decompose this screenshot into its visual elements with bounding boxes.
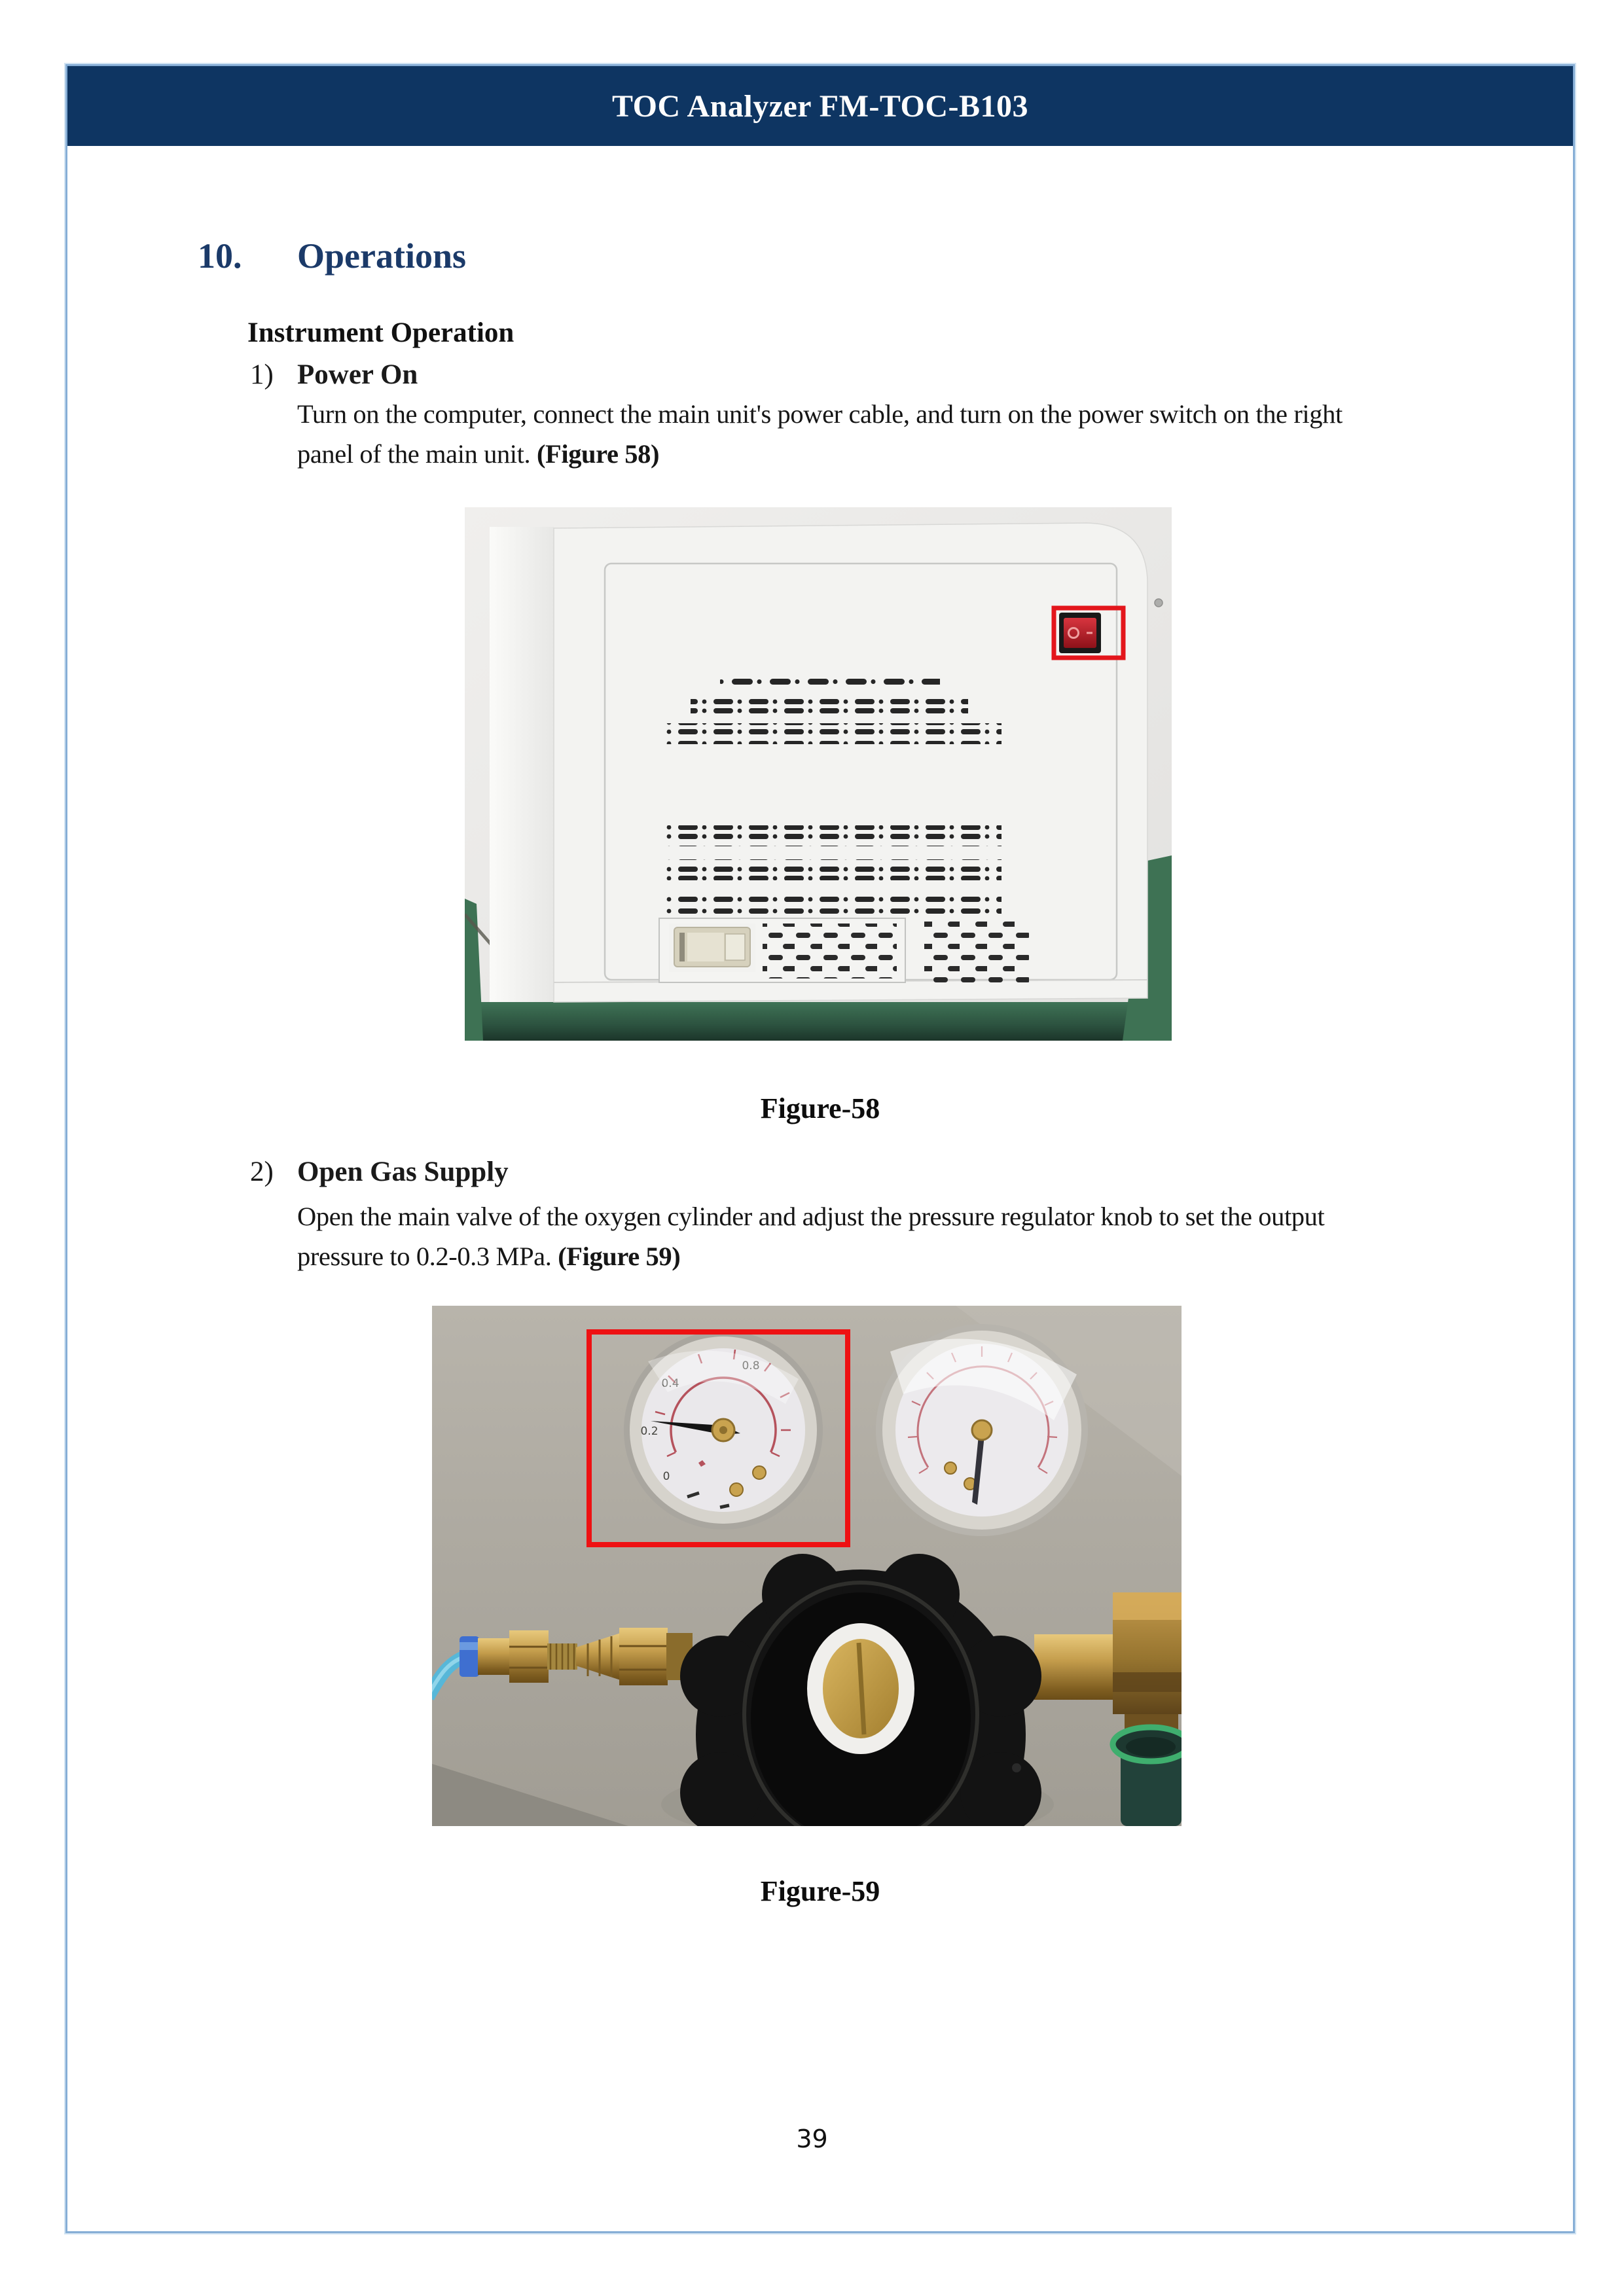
step-2-number: 2): [250, 1157, 274, 1187]
gauge-face-screw: [730, 1483, 743, 1496]
step-1-heading: [250, 359, 418, 391]
step-1-body: Turn on the computer, connect the main unit's power cable, and turn on the power switch on the right panel of the main unit.: [297, 399, 1343, 469]
vent-row: [662, 825, 1001, 846]
gauge-scale-label: 0: [662, 1470, 670, 1483]
vent-row: [720, 668, 940, 687]
gauge-scale-label: 0.2: [640, 1425, 659, 1438]
document-header-bar: [67, 66, 1573, 146]
gauge-scale-label: 0.4: [661, 1377, 679, 1390]
output-pressure-gauge: [624, 1331, 823, 1530]
knob-dimple: [1012, 1763, 1021, 1772]
page-number: 39: [796, 2125, 828, 2153]
document-title: TOC Analyzer FM-TOC-B103: [612, 88, 1028, 124]
step-2-body: Open the main valve of the oxygen cylinder and adjust the pressure regulator knob to set the output pressure to 0.2-0.3 MPa.: [297, 1202, 1325, 1271]
gauge-scale-label: 0.8: [742, 1359, 760, 1372]
gauge-face-screw: [945, 1462, 956, 1474]
vent-row: [662, 859, 1001, 880]
section-heading: [198, 236, 466, 276]
subsection-title: Instrument Operation: [247, 317, 514, 348]
gauge-smudge: [720, 1505, 729, 1507]
section-title: Operations: [297, 236, 467, 276]
step-1-figure-ref: (Figure 58): [536, 439, 660, 469]
vent-cluster: [924, 918, 1029, 982]
step-2-paragraph: [297, 1196, 1397, 1276]
vent-row: [691, 694, 968, 715]
instrument-side-panel-graphic: [465, 507, 1172, 1041]
figure-58-photo: [465, 507, 1172, 1041]
figure-59-caption: Figure-59: [760, 1875, 880, 1907]
hex-block-shade: [1113, 1672, 1182, 1692]
step-1-title: Power On: [297, 359, 418, 390]
panel-screw: [1155, 599, 1163, 607]
gauge-hub: [972, 1420, 992, 1440]
power-inlet: [674, 927, 750, 967]
gauge-hub-pin: [719, 1426, 727, 1434]
brass-pipe: [1034, 1634, 1116, 1700]
step-2-figure-ref: (Figure 59): [558, 1242, 681, 1271]
hex-block-highlight: [1113, 1592, 1182, 1620]
green-table: [465, 1002, 1172, 1041]
figure-58-caption: Figure-58: [760, 1092, 880, 1124]
gauge-face-screw: [753, 1466, 766, 1479]
brass-sleeve: [478, 1638, 511, 1675]
figure-59-photo: [432, 1306, 1182, 1826]
pressure-regulator-graphic: [432, 1306, 1182, 1826]
step-2-title: Open Gas Supply: [297, 1157, 509, 1187]
vent-row: [662, 723, 1001, 744]
section-number: 10.: [198, 236, 242, 276]
step-1-paragraph: [297, 394, 1397, 474]
cylinder-valve-green: [1113, 1727, 1182, 1826]
cylinder-pressure-gauge: [876, 1324, 1088, 1536]
brass-hex-nut: [509, 1630, 549, 1683]
vent-row: [662, 893, 1001, 914]
case-front-edge: [490, 527, 554, 1002]
vent-cluster: [763, 924, 897, 978]
power-switch: [1059, 613, 1101, 653]
step-2-heading: [250, 1156, 509, 1188]
step-1-number: 1): [250, 359, 274, 390]
tube-connector-band: [460, 1642, 479, 1650]
brass-hex-nut-large: [619, 1628, 668, 1685]
